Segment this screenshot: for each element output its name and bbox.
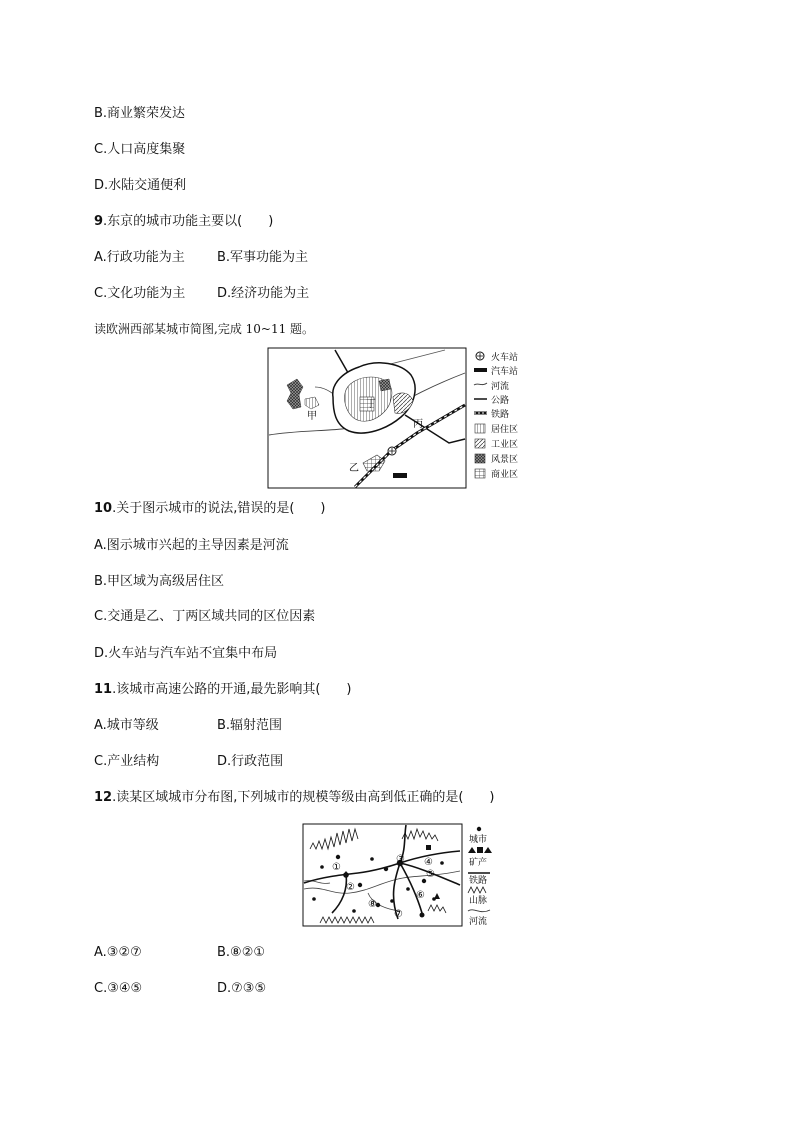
legend-bus-station: 汽车站 <box>491 367 519 377</box>
bus-station-legend-icon <box>474 368 487 372</box>
lead-10-11: 读欧洲西部某城市简图,完成 10~11 题。 <box>94 322 315 336</box>
q10-stem <box>94 500 326 518</box>
legend-river: 河流 <box>491 382 510 392</box>
city-label-5: ⑤ <box>426 869 435 880</box>
river-legend-icon <box>468 910 490 912</box>
q11-option-c: C.产业结构 <box>94 754 160 769</box>
q12-number: 12 <box>94 790 113 805</box>
legend-railway: 铁路 <box>469 876 488 886</box>
q9-number: 9 <box>94 214 104 229</box>
legend-road: 公路 <box>491 396 510 406</box>
q10-option-d: D.火车站与汽车站不宜集中布局 <box>94 646 278 661</box>
q11-stem <box>94 681 352 699</box>
mountain-legend-icon <box>468 887 486 893</box>
q11-option-b: B.辐射范围 <box>217 718 283 733</box>
q12-option-b: B.⑧②① <box>217 945 266 960</box>
q11-option-a: A.城市等级 <box>94 718 159 733</box>
city-label-7: ⑦ <box>394 909 403 920</box>
city-map-figure <box>267 347 527 492</box>
mineral-legend-icon <box>477 847 483 853</box>
city-label-8: ⑧ <box>368 899 377 910</box>
q10-option-b: B.甲区域为高级居住区 <box>94 574 225 589</box>
legend-mineral: 矿产 <box>469 858 488 868</box>
q10-text: .关于图示城市的说法,错误的是( ) <box>112 501 326 516</box>
q9-option-d: D.经济功能为主 <box>217 286 310 301</box>
bus-station-icon <box>393 473 407 478</box>
legend-train-station: 火车站 <box>491 353 519 363</box>
region-map-figure <box>302 823 494 929</box>
area-label-ding: 丁 <box>366 399 376 410</box>
legend-residential: 居住区 <box>491 425 519 435</box>
city-label-3: ③ <box>396 854 405 865</box>
map2-frame <box>303 824 462 926</box>
residential-legend-icon <box>475 424 485 433</box>
legend-mountain: 山脉 <box>469 896 488 906</box>
q8-option-b: B.商业繁荣发达 <box>94 106 186 121</box>
river-legend-icon <box>474 383 487 385</box>
legend-industrial: 工业区 <box>491 440 519 450</box>
map1-legend <box>474 351 518 480</box>
q11-option-d: D.行政范围 <box>217 754 284 769</box>
q8-option-d: D.水陆交通便利 <box>94 178 187 193</box>
q10-number: 10 <box>94 501 113 516</box>
industrial-legend-icon <box>475 439 485 448</box>
city-label-2: ② <box>346 882 355 893</box>
legend-railway: 铁路 <box>491 410 510 420</box>
legend-scenic: 风景区 <box>491 455 519 465</box>
city-label-6: ⑥ <box>416 890 425 901</box>
legend-river: 河流 <box>469 917 488 927</box>
q11-text: .该城市高速公路的开通,最先影响其( ) <box>112 682 352 697</box>
q9-stem <box>94 213 273 231</box>
area-label-bing: 丙 <box>413 419 423 430</box>
legend-commercial: 商业区 <box>491 470 519 480</box>
q8-option-c: C.人口高度集聚 <box>94 142 186 157</box>
map2-legend <box>468 827 492 927</box>
q12-option-d: D.⑦③⑤ <box>217 981 267 996</box>
city-label-4: ④ <box>424 857 433 868</box>
commercial-legend-icon <box>475 469 485 478</box>
legend-city: 城市 <box>469 835 488 845</box>
q9-option-b: B.军事功能为主 <box>217 250 309 265</box>
q12-option-c: C.③④⑤ <box>94 981 143 996</box>
area-label-yi: 乙 <box>349 463 359 474</box>
q9-option-c: C.文化功能为主 <box>94 286 186 301</box>
city-legend-icon <box>477 827 481 831</box>
q10-option-a: A.图示城市兴起的主导因素是河流 <box>94 538 289 553</box>
scenic-legend-icon <box>475 454 485 463</box>
scenic-zone <box>379 379 391 391</box>
q11-number: 11 <box>94 682 113 697</box>
q12-stem <box>94 789 495 807</box>
q12-text: .读某区域城市分布图,下列城市的规模等级由高到低正确的是( ) <box>112 790 495 805</box>
area-label-jia: 甲 <box>307 411 317 422</box>
q9-option-a: A.行政功能为主 <box>94 250 185 265</box>
q12-option-a: A.③②⑦ <box>94 945 142 960</box>
mineral-square-icon <box>426 845 431 850</box>
city-label-1: ① <box>332 862 341 873</box>
q10-option-c: C.交通是乙、丁两区域共同的区位因素 <box>94 609 316 624</box>
q9-text: .东京的城市功能主要以( ) <box>103 214 274 229</box>
